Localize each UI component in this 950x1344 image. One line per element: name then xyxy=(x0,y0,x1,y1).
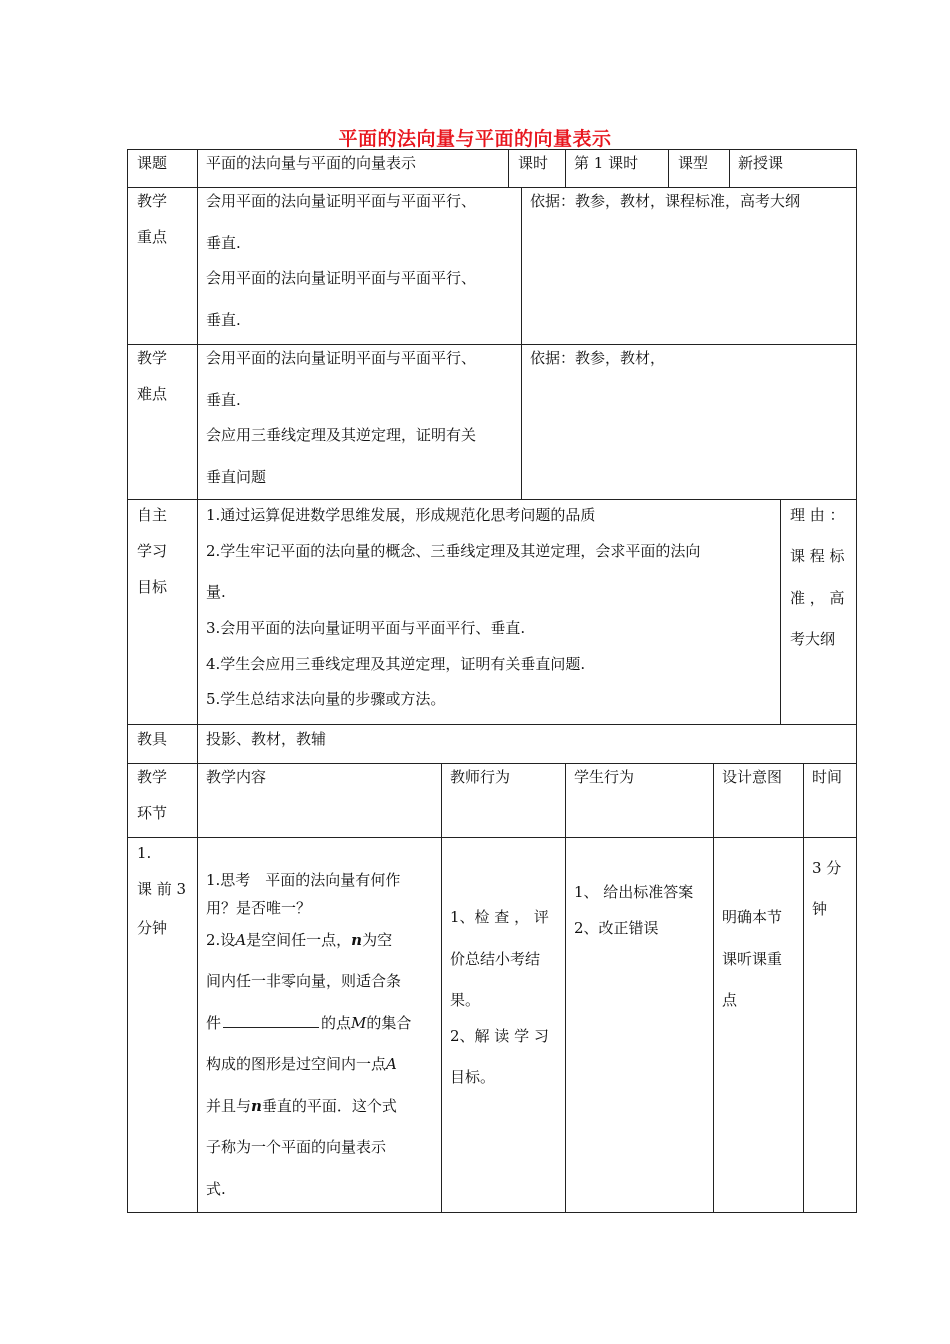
diff-line-3: 会应用三垂线定理及其逆定理，证明有关 xyxy=(206,426,477,444)
point-a-symbol: A xyxy=(235,931,247,949)
r1-teacher-1: 1、检 查 ， 评 xyxy=(450,908,549,926)
r1-q2-text-h: 并且与 xyxy=(206,1097,252,1115)
point-a-symbol-2: A xyxy=(386,1055,397,1073)
r1-time-1: 3 分 xyxy=(812,859,842,877)
r1-intent-1: 明确本节 xyxy=(722,908,783,926)
key-line-2: 垂直. xyxy=(206,234,241,252)
key-label-1: 教学 xyxy=(137,192,168,210)
diff-label-1: 教学 xyxy=(137,349,168,367)
r1-q2-text-d: 件 xyxy=(206,1014,222,1032)
obj-line-6: 5.学生总结求法向量的步骤或方法。 xyxy=(206,690,446,708)
point-m-symbol: M xyxy=(351,1014,367,1032)
r1-q1-line-1: 1.思考 平面的法向量有何作 xyxy=(206,871,401,889)
diff-line-4: 垂直问题 xyxy=(206,468,267,486)
obj-line-5: 4.学生会应用三垂线定理及其逆定理，证明有关垂直问题. xyxy=(206,655,586,673)
r1-q1-line-2: 用？是否唯一？ xyxy=(206,899,312,917)
fill-in-blank xyxy=(223,1013,319,1028)
ph-time: 时间 xyxy=(812,768,843,786)
r1-q2-text-e: 的点 xyxy=(321,1014,352,1032)
r1-q2-line-5 xyxy=(206,1096,397,1116)
ph-intent: 设计意图 xyxy=(722,768,783,786)
r1-teacher-2: 价总结小考结 xyxy=(450,950,541,968)
tools-label: 教具 xyxy=(137,730,168,748)
r1-q2-text-b: 是空间任一点， xyxy=(246,931,352,949)
r1-q2-line-7: 式. xyxy=(206,1180,226,1198)
r1-time-2: 钟 xyxy=(812,900,828,918)
cell-obj-label xyxy=(127,499,198,725)
r1-stage-3: 分钟 xyxy=(137,919,168,937)
obj-line-3: 量. xyxy=(206,583,226,601)
ph-teacher: 教师行为 xyxy=(450,768,511,786)
obj-reason-2: 课 程 标 xyxy=(790,547,845,565)
key-line-1: 会用平面的法向量证明平面与平面平行、 xyxy=(206,192,477,210)
cell-r1-intent xyxy=(713,837,804,1213)
obj-reason-4: 考大纲 xyxy=(790,630,836,648)
diff-line-2: 垂直. xyxy=(206,391,241,409)
r1-q2-line-1 xyxy=(206,930,392,950)
r1-q2-line-6: 子称为一个平面的向量表示 xyxy=(206,1138,387,1156)
r1-q2-line-3 xyxy=(206,1013,411,1033)
cell-r1-time xyxy=(803,837,857,1213)
hours-label: 课时 xyxy=(518,154,549,172)
obj-line-4: 3.会用平面的法向量证明平面与平面平行、垂直. xyxy=(206,619,526,637)
r1-q2-text-i: 垂直的平面．这个式 xyxy=(261,1097,397,1115)
vector-n-symbol: n xyxy=(351,931,363,949)
diff-label-2: 难点 xyxy=(137,385,168,403)
key-basis: 依据：教参，教材，课程标准，高考大纲 xyxy=(530,192,801,210)
key-line-3: 会用平面的法向量证明平面与平面平行、 xyxy=(206,269,477,287)
document-title: 平面的法向量与平面的向量表示 xyxy=(338,128,612,150)
r1-teacher-3: 果。 xyxy=(450,991,481,1009)
vector-n-symbol-2: n xyxy=(251,1097,262,1115)
r1-q2-line-4 xyxy=(206,1054,397,1074)
obj-line-1: 1.通过运算促进数学思维发展，形成规范化思考问题的品质 xyxy=(206,506,596,524)
key-line-4: 垂直. xyxy=(206,311,241,329)
ph-stage-2: 环节 xyxy=(137,804,168,822)
r1-student-2: 2、改正错误 xyxy=(574,919,659,937)
r1-teacher-4: 2、解 读 学 习 xyxy=(450,1027,549,1045)
r1-intent-3: 点 xyxy=(722,991,738,1009)
obj-line-2: 2.学生牢记平面的法向量的概念、三垂线定理及其逆定理，会求平面的法向 xyxy=(206,542,701,560)
cell-r1-teacher xyxy=(441,837,566,1213)
obj-label-2: 学习 xyxy=(137,542,168,560)
diff-line-1: 会用平面的法向量证明平面与平面平行、 xyxy=(206,349,477,367)
r1-student-1: 1、 给出标准答案 xyxy=(574,883,694,901)
r1-teacher-5: 目标。 xyxy=(450,1068,496,1086)
diff-basis: 依据：教参，教材， xyxy=(530,349,666,367)
r1-q2-text-f: 的集合 xyxy=(366,1014,412,1032)
type-value: 新授课 xyxy=(738,154,784,172)
r1-stage-2: 课 前 3 xyxy=(137,880,187,898)
topic-value: 平面的法向量与平面的向量表示 xyxy=(206,154,417,172)
r1-q2-text-c: 为空 xyxy=(362,931,393,949)
cell-obj-reason xyxy=(780,499,857,725)
ph-student: 学生行为 xyxy=(574,768,635,786)
topic-label: 课题 xyxy=(137,154,168,172)
r1-stage-1: 1. xyxy=(137,844,152,862)
ph-stage-1: 教学 xyxy=(137,768,168,786)
tools-value: 投影、教材，教辅 xyxy=(206,730,327,748)
hours-value: 第 1 课时 xyxy=(574,154,639,172)
obj-label-1: 自主 xyxy=(137,506,168,524)
ph-content: 教学内容 xyxy=(206,768,267,786)
r1-q2-text-a: 2.设 xyxy=(206,931,236,949)
type-label: 课型 xyxy=(678,154,709,172)
r1-q2-line-2: 间内任一非零向量，则适合条 xyxy=(206,972,402,990)
r1-intent-2: 课听课重 xyxy=(722,950,783,968)
obj-label-3: 目标 xyxy=(137,578,168,596)
obj-reason-1: 理 由 ： xyxy=(790,506,845,524)
obj-reason-3: 准 ， 高 xyxy=(790,589,845,607)
key-label-2: 重点 xyxy=(137,228,168,246)
r1-q2-text-g: 构成的图形是过空间内一点 xyxy=(206,1055,387,1073)
